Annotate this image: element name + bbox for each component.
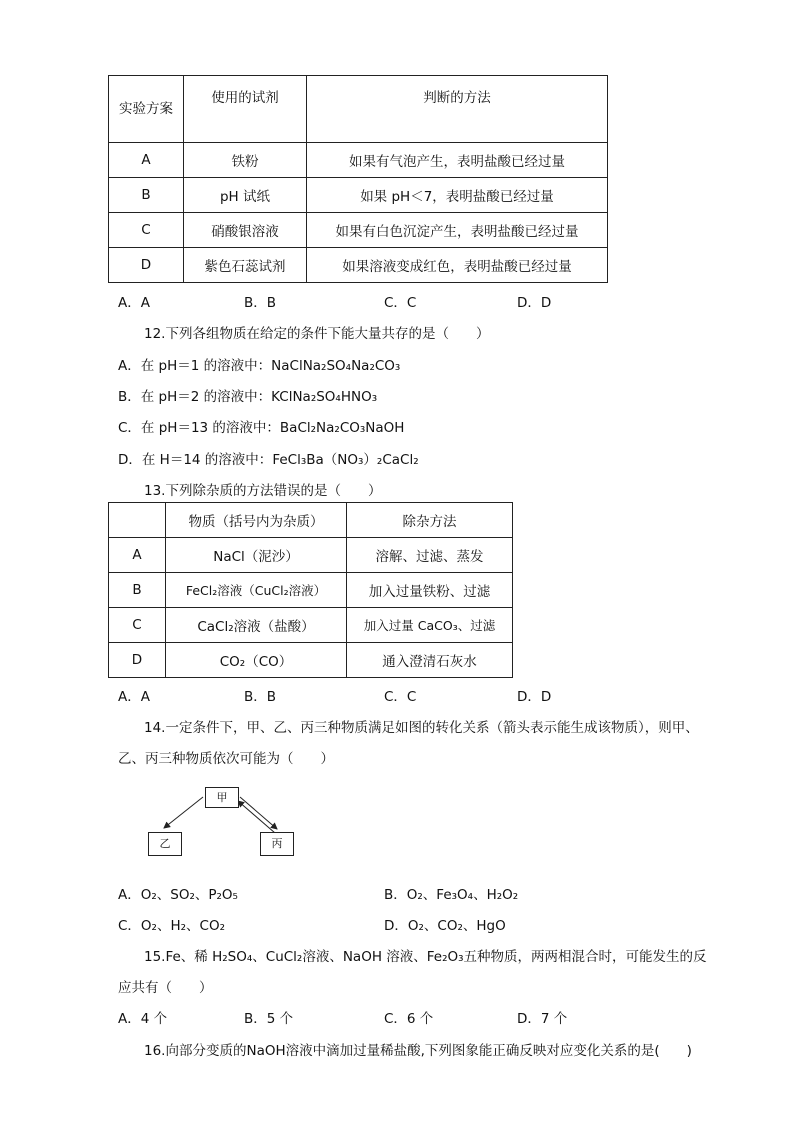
- q13-stem: 13.下列除杂质的方法错误的是（ ）: [144, 483, 382, 499]
- q13-option-c[interactable]: C．C: [384, 689, 417, 705]
- q11-header-scheme: 实验方案: [109, 76, 184, 143]
- q11-header-method: 判断的方法: [307, 76, 608, 143]
- diagram-box-jia: 甲: [205, 787, 239, 808]
- arrow-jia-to-bing: [240, 797, 277, 829]
- q13-option-d[interactable]: D．D: [517, 689, 552, 705]
- q15-option-d[interactable]: D．7 个: [517, 1011, 568, 1027]
- q13-row-a-substance: NaCl（泥沙）: [166, 538, 347, 573]
- q14-stem-line1: 14.一定条件下，甲、乙、丙三种物质满足如图的转化关系（箭头表示能生成该物质），则甲、: [144, 720, 699, 736]
- q14-diagram: [145, 785, 305, 860]
- q11-option-b[interactable]: B．B: [244, 295, 277, 311]
- q11-row-b-reagent: pH 试纸: [184, 178, 307, 213]
- q14-stem-line2: 乙、丙三种物质依次可能为（ ）: [118, 751, 334, 767]
- q11-row-d-method: 如果溶液变成红色，表明盐酸已经过量: [307, 248, 608, 283]
- q12-option-c-formula: BaCl₂Na₂CO₃NaOH: [279, 420, 405, 436]
- diagram-box-yi: 乙: [148, 832, 182, 856]
- q11-row-d-reagent: 紫色石蕊试剂: [184, 248, 307, 283]
- q13-row-d-label: D: [109, 643, 166, 678]
- q13-row-d-method: 通入澄清石灰水: [347, 643, 513, 678]
- q12-option-d-prefix: D．在 H＝14 的溶液中：: [118, 452, 273, 468]
- q11-header-reagent: 使用的试剂: [184, 76, 307, 143]
- q13-option-a[interactable]: A．A: [118, 689, 150, 705]
- q13-header-blank: [109, 503, 166, 538]
- q11-row-a-reagent: 铁粉: [184, 143, 307, 178]
- q11-row-c-method: 如果有白色沉淀产生，表明盐酸已经过量: [307, 213, 608, 248]
- q12-option-d[interactable]: [118, 448, 419, 468]
- q11-row-d-label: D: [109, 248, 184, 283]
- q14-option-b[interactable]: B．O₂、Fe₃O₄、H₂O₂: [384, 887, 519, 903]
- q15-option-c[interactable]: C．6 个: [384, 1011, 434, 1027]
- q12-option-a-prefix: A．在 pH＝1 的溶液中：: [118, 358, 272, 374]
- q13-row-a-method: 溶解、过滤、蒸发: [347, 538, 513, 573]
- q14-option-c[interactable]: C．O₂、H₂、CO₂: [118, 918, 225, 934]
- q12-option-b-prefix: B．在 pH＝2 的溶液中：: [118, 389, 272, 405]
- arrow-jia-to-yi: [164, 797, 203, 828]
- q13-row-d-substance: CO₂（CO）: [166, 643, 347, 678]
- q13-header-method: 除杂方法: [347, 503, 513, 538]
- q12-option-d-formula: FeCl₃Ba（NO₃）₂CaCl₂: [272, 452, 419, 468]
- q11-row-c-reagent: 硝酸银溶液: [184, 213, 307, 248]
- q11-row-a-label: A: [109, 143, 184, 178]
- q12-option-a-formula: NaClNa₂SO₄Na₂CO₃: [271, 358, 401, 374]
- q15-stem-line1: 15.Fe、稀 H₂SO₄、CuCl₂溶液、NaOH 溶液、Fe₂O₃五种物质，两两相混合时，可能发生的反: [144, 949, 707, 965]
- q13-row-a-label: A: [109, 538, 166, 573]
- q11-table: [108, 75, 608, 283]
- q12-option-a[interactable]: [118, 354, 400, 374]
- q15-option-b[interactable]: B．5 个: [244, 1011, 294, 1027]
- q15-stem-line2: 应共有（ ）: [118, 980, 213, 996]
- q11-option-d[interactable]: D．D: [517, 295, 552, 311]
- q13-row-b-label: B: [109, 573, 166, 608]
- q11-row-b-method: 如果 pH＜7，表明盐酸已经过量: [307, 178, 608, 213]
- q13-row-c-method: 加入过量 CaCO₃、过滤: [347, 608, 513, 643]
- q13-row-c-label: C: [109, 608, 166, 643]
- q15-option-a[interactable]: A．4 个: [118, 1011, 168, 1027]
- q12-option-c[interactable]: [118, 416, 404, 436]
- q11-row-c-label: C: [109, 213, 184, 248]
- q13-option-b[interactable]: B．B: [244, 689, 277, 705]
- q13-row-b-substance: FeCl₂溶液（CuCl₂溶液）: [166, 573, 347, 608]
- q13-header-substance: 物质（括号内为杂质）: [166, 503, 347, 538]
- q13-table: [108, 502, 513, 678]
- q14-option-d[interactable]: D．O₂、CO₂、HgO: [384, 918, 506, 934]
- arrow-bing-to-jia: [238, 801, 275, 833]
- diagram-box-bing: 丙: [260, 832, 294, 856]
- q12-option-b[interactable]: [118, 385, 377, 405]
- q14-option-a[interactable]: A．O₂、SO₂、P₂O₅: [118, 887, 238, 903]
- q16-stem: 16.向部分变质的NaOH溶液中滴加过量稀盐酸,下列图象能正确反映对应变化关系的是( ): [144, 1043, 692, 1059]
- q11-option-c[interactable]: C．C: [384, 295, 417, 311]
- q12-stem: 12.下列各组物质在给定的条件下能大量共存的是（ ）: [144, 326, 490, 342]
- q12-option-c-prefix: C．在 pH＝13 的溶液中：: [118, 420, 280, 436]
- q12-option-b-formula: KClNa₂SO₄HNO₃: [271, 389, 378, 405]
- q13-row-b-method: 加入过量铁粉、过滤: [347, 573, 513, 608]
- q11-row-b-label: B: [109, 178, 184, 213]
- q11-option-a[interactable]: A．A: [118, 295, 150, 311]
- q13-row-c-substance: CaCl₂溶液（盐酸）: [166, 608, 347, 643]
- q11-row-a-method: 如果有气泡产生，表明盐酸已经过量: [307, 143, 608, 178]
